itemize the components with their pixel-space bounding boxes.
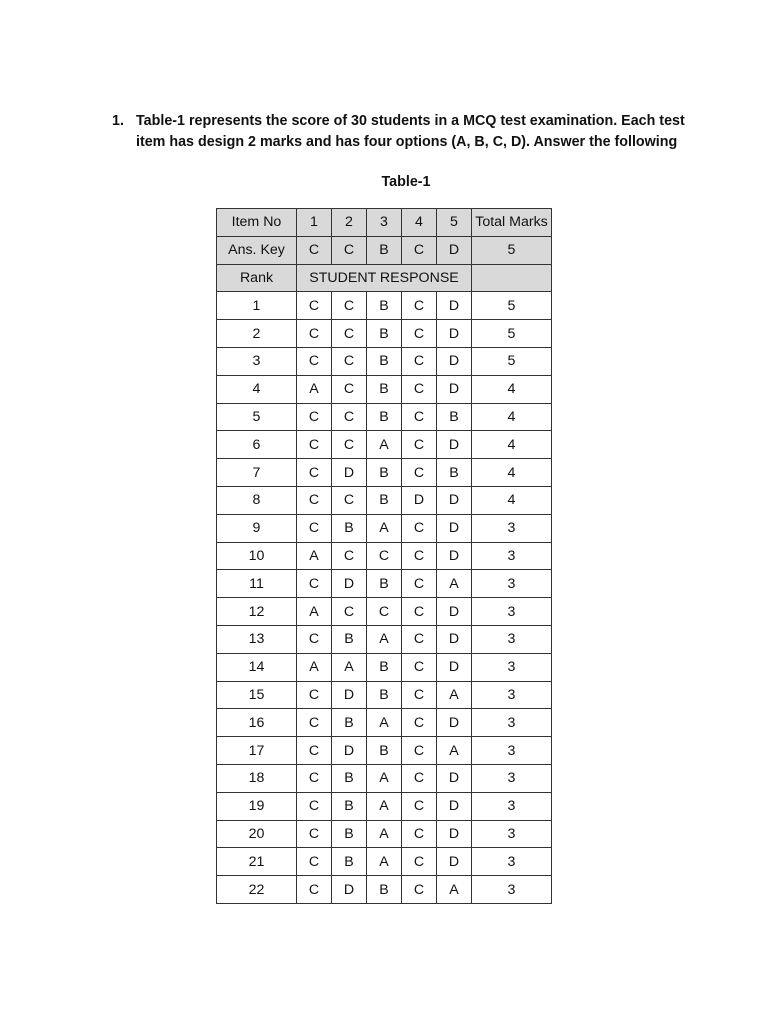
response-cell: B (437, 403, 472, 431)
response-cell: A (367, 709, 402, 737)
key-cell: 5 (472, 236, 552, 264)
key-cell: C (297, 236, 332, 264)
response-cell: C (402, 792, 437, 820)
total-marks-cell: 4 (472, 459, 552, 487)
response-cell: D (437, 653, 472, 681)
response-cell: C (402, 737, 437, 765)
response-cell: D (332, 876, 367, 904)
table-row (217, 820, 552, 848)
table-row (217, 681, 552, 709)
total-marks-cell: 5 (472, 347, 552, 375)
rank-cell: 15 (217, 681, 297, 709)
total-marks-cell: 5 (472, 320, 552, 348)
response-cell: D (437, 431, 472, 459)
table-row (217, 625, 552, 653)
rank-cell: 13 (217, 625, 297, 653)
table-row (217, 792, 552, 820)
rank-cell: 14 (217, 653, 297, 681)
total-marks-cell: 3 (472, 792, 552, 820)
table-row (217, 486, 552, 514)
response-cell: C (402, 570, 437, 598)
response-cell: A (297, 598, 332, 626)
table-row (217, 320, 552, 348)
response-cell: B (332, 820, 367, 848)
response-table (216, 208, 552, 904)
response-cell: C (332, 375, 367, 403)
response-cell: B (367, 876, 402, 904)
response-cell: C (332, 542, 367, 570)
student-response-label: STUDENT RESPONSE (297, 264, 472, 292)
response-cell: B (332, 848, 367, 876)
response-cell: C (297, 792, 332, 820)
response-cell: A (332, 653, 367, 681)
response-cell: D (437, 709, 472, 737)
response-cell: A (367, 848, 402, 876)
total-marks-cell: 3 (472, 737, 552, 765)
response-cell: B (367, 570, 402, 598)
total-marks-cell: 3 (472, 514, 552, 542)
total-marks-cell: 3 (472, 848, 552, 876)
table-row (217, 292, 552, 320)
response-cell: C (402, 459, 437, 487)
response-cell: A (437, 570, 472, 598)
response-cell: D (402, 486, 437, 514)
question-block (112, 111, 692, 152)
response-cell: C (297, 709, 332, 737)
response-cell: B (332, 709, 367, 737)
response-cell: A (367, 792, 402, 820)
response-cell: D (437, 542, 472, 570)
header-row (217, 209, 552, 237)
header-cell: 2 (332, 209, 367, 237)
response-cell: B (367, 375, 402, 403)
rank-cell: 21 (217, 848, 297, 876)
response-cell: A (367, 431, 402, 459)
table-row (217, 347, 552, 375)
response-cell: A (297, 653, 332, 681)
response-cell: C (332, 598, 367, 626)
response-cell: B (332, 764, 367, 792)
rank-cell: 6 (217, 431, 297, 459)
response-cell: D (437, 486, 472, 514)
response-cell: D (437, 375, 472, 403)
response-cell: C (297, 876, 332, 904)
response-cell: C (297, 403, 332, 431)
rank-cell: 3 (217, 347, 297, 375)
total-marks-cell: 3 (472, 598, 552, 626)
question-text: Table-1 represents the score of 30 students in a MCQ test examination. Each test item has design 2 marks and has four options (A, B, C, D). Answer the following (136, 113, 685, 150)
response-cell: C (367, 598, 402, 626)
response-cell: C (297, 820, 332, 848)
response-cell: C (297, 764, 332, 792)
response-cell: A (437, 681, 472, 709)
key-cell: C (402, 236, 437, 264)
response-cell: D (437, 792, 472, 820)
total-marks-cell: 3 (472, 764, 552, 792)
rank-cell: 16 (217, 709, 297, 737)
response-cell: C (402, 625, 437, 653)
rank-cell: 18 (217, 764, 297, 792)
table-row (217, 737, 552, 765)
total-marks-cell: 4 (472, 486, 552, 514)
response-cell: A (367, 820, 402, 848)
response-cell: C (402, 514, 437, 542)
response-cell: A (367, 764, 402, 792)
rank-cell: 9 (217, 514, 297, 542)
table-row (217, 876, 552, 904)
table-row (217, 598, 552, 626)
total-marks-cell: 3 (472, 542, 552, 570)
response-cell: B (367, 403, 402, 431)
response-cell: C (402, 292, 437, 320)
total-marks-cell: 3 (472, 681, 552, 709)
response-cell: C (332, 431, 367, 459)
response-cell: C (332, 486, 367, 514)
table-row (217, 848, 552, 876)
response-cell: B (367, 320, 402, 348)
table-row (217, 459, 552, 487)
response-cell: C (402, 848, 437, 876)
response-cell: C (297, 570, 332, 598)
response-cell: C (297, 625, 332, 653)
response-cell: C (402, 375, 437, 403)
key-cell: B (367, 236, 402, 264)
response-cell: B (437, 459, 472, 487)
rank-cell: 11 (217, 570, 297, 598)
rank-cell: 19 (217, 792, 297, 820)
response-cell: D (437, 848, 472, 876)
response-cell: A (437, 737, 472, 765)
response-cell: A (437, 876, 472, 904)
total-marks-cell: 3 (472, 876, 552, 904)
response-cell: B (367, 459, 402, 487)
response-cell: C (402, 820, 437, 848)
response-cell: C (402, 320, 437, 348)
response-cell: D (332, 570, 367, 598)
response-cell: C (402, 403, 437, 431)
response-cell: C (297, 486, 332, 514)
total-marks-cell: 3 (472, 570, 552, 598)
response-cell: A (367, 514, 402, 542)
response-cell: C (297, 320, 332, 348)
header-cell: 5 (437, 209, 472, 237)
response-cell: C (402, 598, 437, 626)
response-cell: B (332, 514, 367, 542)
table-caption: Table-1 (381, 174, 431, 190)
header-cell: 3 (367, 209, 402, 237)
answer-key-row (217, 236, 552, 264)
response-cell: C (332, 320, 367, 348)
rank-cell: 20 (217, 820, 297, 848)
response-cell: C (297, 347, 332, 375)
response-cell: C (297, 848, 332, 876)
response-cell: D (332, 459, 367, 487)
table-row (217, 514, 552, 542)
rank-cell: 8 (217, 486, 297, 514)
response-cell: C (297, 681, 332, 709)
response-cell: D (437, 292, 472, 320)
key-cell: C (332, 236, 367, 264)
response-cell: D (437, 347, 472, 375)
response-cell: D (332, 681, 367, 709)
key-cell: Ans. Key (217, 236, 297, 264)
response-cell: C (367, 542, 402, 570)
response-cell: C (297, 514, 332, 542)
total-marks-cell: 4 (472, 431, 552, 459)
response-cell: A (297, 375, 332, 403)
header-cell: 4 (402, 209, 437, 237)
rank-cell: 5 (217, 403, 297, 431)
total-marks-cell: 3 (472, 653, 552, 681)
response-cell: B (367, 737, 402, 765)
rank-cell: 7 (217, 459, 297, 487)
table-row (217, 570, 552, 598)
rank-cell: 10 (217, 542, 297, 570)
total-marks-cell: 3 (472, 709, 552, 737)
response-cell: D (437, 820, 472, 848)
key-cell: D (437, 236, 472, 264)
response-cell: C (402, 681, 437, 709)
response-cell: A (297, 542, 332, 570)
table-row (217, 403, 552, 431)
table-row (217, 431, 552, 459)
response-cell: C (332, 347, 367, 375)
response-cell: C (402, 347, 437, 375)
rank-cell: 12 (217, 598, 297, 626)
response-cell: C (402, 876, 437, 904)
response-cell: D (332, 737, 367, 765)
response-cell: D (437, 320, 472, 348)
table-row (217, 375, 552, 403)
rank-cell: 4 (217, 375, 297, 403)
response-cell: A (367, 625, 402, 653)
response-cell: D (437, 514, 472, 542)
response-cell: B (367, 681, 402, 709)
response-cell: C (297, 292, 332, 320)
question-number: 1. (112, 113, 124, 129)
response-cell: C (402, 709, 437, 737)
rank-cell: 2 (217, 320, 297, 348)
total-marks-cell: 5 (472, 292, 552, 320)
response-cell: C (332, 403, 367, 431)
response-cell: D (437, 764, 472, 792)
response-cell: C (402, 764, 437, 792)
response-cell: B (367, 653, 402, 681)
response-cell: C (402, 653, 437, 681)
rank-cell: 17 (217, 737, 297, 765)
response-cell: C (402, 431, 437, 459)
header-cell: Total Marks (472, 209, 552, 237)
header-cell: Item No (217, 209, 297, 237)
section-row (217, 264, 552, 292)
total-marks-cell: 3 (472, 820, 552, 848)
response-cell: D (437, 598, 472, 626)
table-row (217, 542, 552, 570)
rank-label: Rank (217, 264, 297, 292)
response-cell: C (332, 292, 367, 320)
total-marks-cell: 4 (472, 375, 552, 403)
blank-cell (472, 264, 552, 292)
response-cell: C (297, 459, 332, 487)
rank-cell: 22 (217, 876, 297, 904)
response-cell: B (332, 625, 367, 653)
table-row (217, 709, 552, 737)
response-cell: C (402, 542, 437, 570)
response-cell: B (367, 292, 402, 320)
total-marks-cell: 3 (472, 625, 552, 653)
rank-cell: 1 (217, 292, 297, 320)
response-cell: C (297, 737, 332, 765)
table-row (217, 653, 552, 681)
response-cell: B (332, 792, 367, 820)
response-cell: D (437, 625, 472, 653)
table-row (217, 764, 552, 792)
response-cell: B (367, 347, 402, 375)
response-cell: B (367, 486, 402, 514)
total-marks-cell: 4 (472, 403, 552, 431)
response-cell: C (297, 431, 332, 459)
header-cell: 1 (297, 209, 332, 237)
